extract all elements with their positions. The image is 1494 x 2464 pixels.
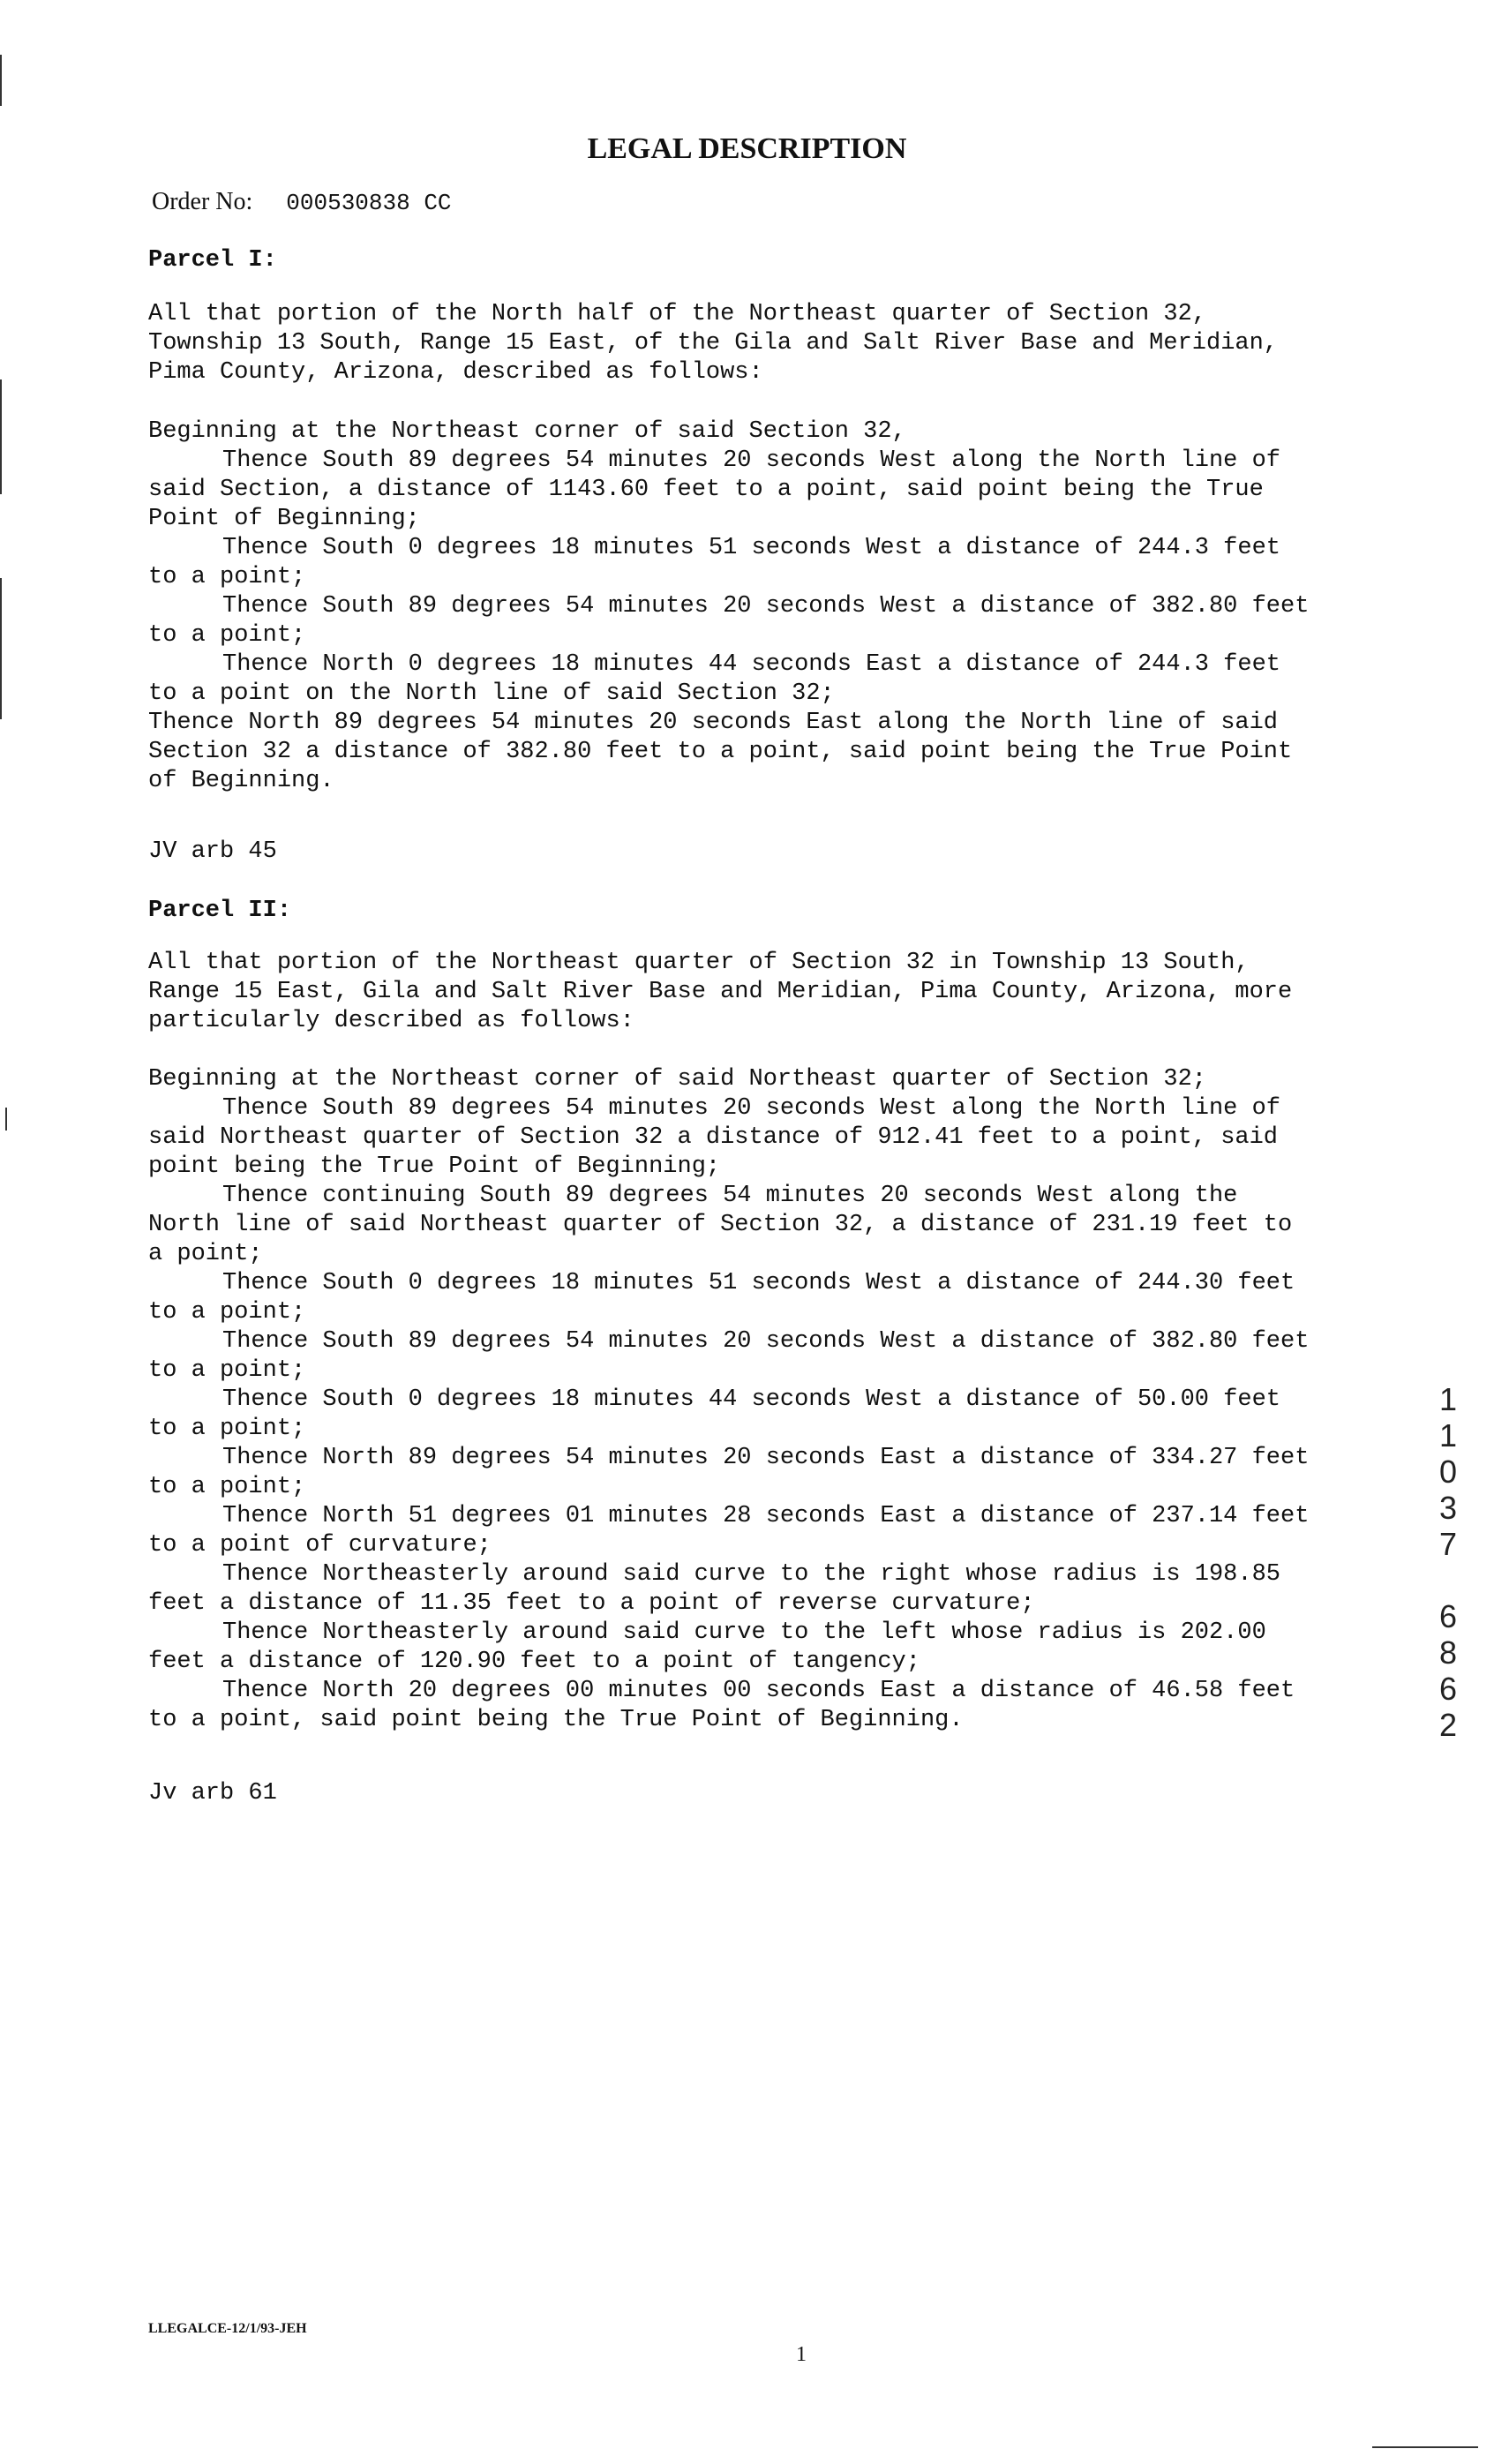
- paragraph-line: to a point of curvature;: [148, 1532, 492, 1559]
- paragraph-line: to a point;: [148, 564, 306, 590]
- scan-edge-mark: [5, 1108, 7, 1131]
- paragraph-line: to a point;: [148, 622, 306, 649]
- paragraph-line: Thence North 0 degrees 18 minutes 44 seconds East a distance of 244.3 feet: [222, 651, 1280, 678]
- paragraph-line: to a point;: [148, 1299, 306, 1326]
- scan-edge-mark: [0, 55, 2, 106]
- paragraph-line: Section 32 a distance of 382.80 feet to a point, said point being the True Point: [148, 739, 1293, 765]
- paragraph-line: to a point on the North line of said Section 32;: [148, 680, 835, 707]
- parcel-1-intro: [148, 300, 1331, 387]
- form-code: LLEGALCE-12/1/93-JEH: [148, 2321, 307, 2336]
- scan-edge-mark: [0, 578, 2, 719]
- paragraph-line: feet a distance of 120.90 feet to a point of tangency;: [148, 1649, 920, 1675]
- paragraph-line: feet a distance of 11.35 feet to a point of reverse curvature;: [148, 1590, 1035, 1617]
- paragraph-line: to a point;: [148, 1416, 306, 1442]
- parcel-1-courses: [148, 417, 1331, 796]
- paragraph-line: Thence North 89 degrees 54 minutes 20 seconds East along the North line of said: [148, 710, 1279, 736]
- parcel-2-courses: [148, 1065, 1331, 1735]
- stamp-gap: [1435, 1562, 1461, 1598]
- paragraph-line: to a point;: [148, 1357, 306, 1384]
- parcel-1-note: JV arb 45: [148, 838, 277, 865]
- paragraph-line: Beginning at the Northeast corner of said Northeast quarter of Section 32;: [148, 1066, 1206, 1093]
- stamp-digit: 6: [1438, 1598, 1458, 1634]
- paragraph-line: Thence South 0 degrees 18 minutes 44 seconds West a distance of 50.00 feet: [222, 1386, 1280, 1413]
- paragraph-line: Thence Northeasterly around said curve to the right whose radius is 198.85: [222, 1561, 1280, 1588]
- paragraph-line: Thence North 51 degrees 01 minutes 28 seconds East a distance of 237.14 feet: [222, 1503, 1310, 1529]
- stamp-digit: 3: [1438, 1490, 1458, 1526]
- parcel-2-intro: [148, 949, 1331, 1036]
- paragraph-line: Range 15 East, Gila and Salt River Base and Meridian, Pima County, Arizona, more: [148, 979, 1293, 1005]
- paragraph-line: Thence Northeasterly around said curve to the left whose radius is 202.00: [222, 1619, 1266, 1646]
- stamp-digit: 1: [1438, 1417, 1458, 1454]
- paragraph-line: said Northeast quarter of Section 32 a distance of 912.41 feet to a point, said: [148, 1124, 1279, 1151]
- paragraph-line: to a point;: [148, 1474, 306, 1500]
- stamp-digit: 2: [1438, 1707, 1458, 1743]
- order-value: 000530838 CC: [286, 190, 452, 216]
- paragraph-line: Thence South 89 degrees 54 minutes 20 seconds West along the North line of: [222, 1095, 1280, 1122]
- recording-number-stamp: [1435, 1381, 1461, 1743]
- parcel-2-note: Jv arb 61: [148, 1780, 277, 1807]
- stamp-digit: 6: [1438, 1671, 1458, 1707]
- scan-corner-mark: [1372, 2446, 1478, 2448]
- paragraph-line: Township 13 South, Range 15 East, of the Gila and Salt River Base and Meridian,: [148, 330, 1279, 357]
- stamp-digit: 0: [1438, 1454, 1458, 1490]
- scan-edge-mark: [0, 379, 2, 494]
- paragraph-line: Thence South 89 degrees 54 minutes 20 seconds West a distance of 382.80 feet: [222, 593, 1310, 620]
- stamp-digit: 1: [1438, 1381, 1458, 1417]
- paragraph-line: Beginning at the Northeast corner of said Section 32,: [148, 418, 906, 445]
- paragraph-line: Thence South 89 degrees 54 minutes 20 seconds West a distance of 382.80 feet: [222, 1328, 1310, 1355]
- paragraph-line: Pima County, Arizona, described as follows:: [148, 359, 763, 386]
- paragraph-line: a point;: [148, 1241, 263, 1267]
- page-number: 1: [796, 2343, 807, 2366]
- order-number: [152, 188, 452, 216]
- paragraph-line: North line of said Northeast quarter of Section 32, a distance of 231.19 feet to: [148, 1212, 1293, 1238]
- paragraph-line: particularly described as follows:: [148, 1008, 634, 1034]
- parcel-2-heading: Parcel II:: [148, 898, 292, 924]
- paragraph-line: point being the True Point of Beginning;: [148, 1153, 721, 1180]
- stamp-digit: 7: [1438, 1526, 1458, 1562]
- paragraph-line: Thence North 20 degrees 00 minutes 00 seconds East a distance of 46.58 feet: [222, 1678, 1295, 1704]
- paragraph-line: Thence North 89 degrees 54 minutes 20 seconds East a distance of 334.27 feet: [222, 1445, 1310, 1471]
- stamp-digit: 8: [1438, 1634, 1458, 1671]
- paragraph-line: All that portion of the Northeast quarter of Section 32 in Township 13 South,: [148, 950, 1250, 976]
- paragraph-line: Thence continuing South 89 degrees 54 minutes 20 seconds West along the: [222, 1183, 1238, 1209]
- paragraph-line: Point of Beginning;: [148, 506, 420, 532]
- paragraph-line: All that portion of the North half of the Northeast quarter of Section 32,: [148, 301, 1206, 327]
- paragraph-line: Thence South 0 degrees 18 minutes 51 seconds West a distance of 244.30 feet: [222, 1270, 1295, 1296]
- paragraph-line: of Beginning.: [148, 768, 334, 794]
- parcel-1-heading: Parcel I:: [148, 247, 277, 274]
- paragraph-line: to a point, said point being the True Point of Beginning.: [148, 1707, 964, 1733]
- paragraph-line: Thence South 0 degrees 18 minutes 51 seconds West a distance of 244.3 feet: [222, 535, 1280, 561]
- order-label: Order No:: [152, 188, 253, 215]
- page-title: LEGAL DESCRIPTION: [587, 132, 907, 165]
- paragraph-line: Thence South 89 degrees 54 minutes 20 seconds West along the North line of: [222, 447, 1280, 474]
- paragraph-line: said Section, a distance of 1143.60 feet to a point, said point being the True: [148, 477, 1264, 503]
